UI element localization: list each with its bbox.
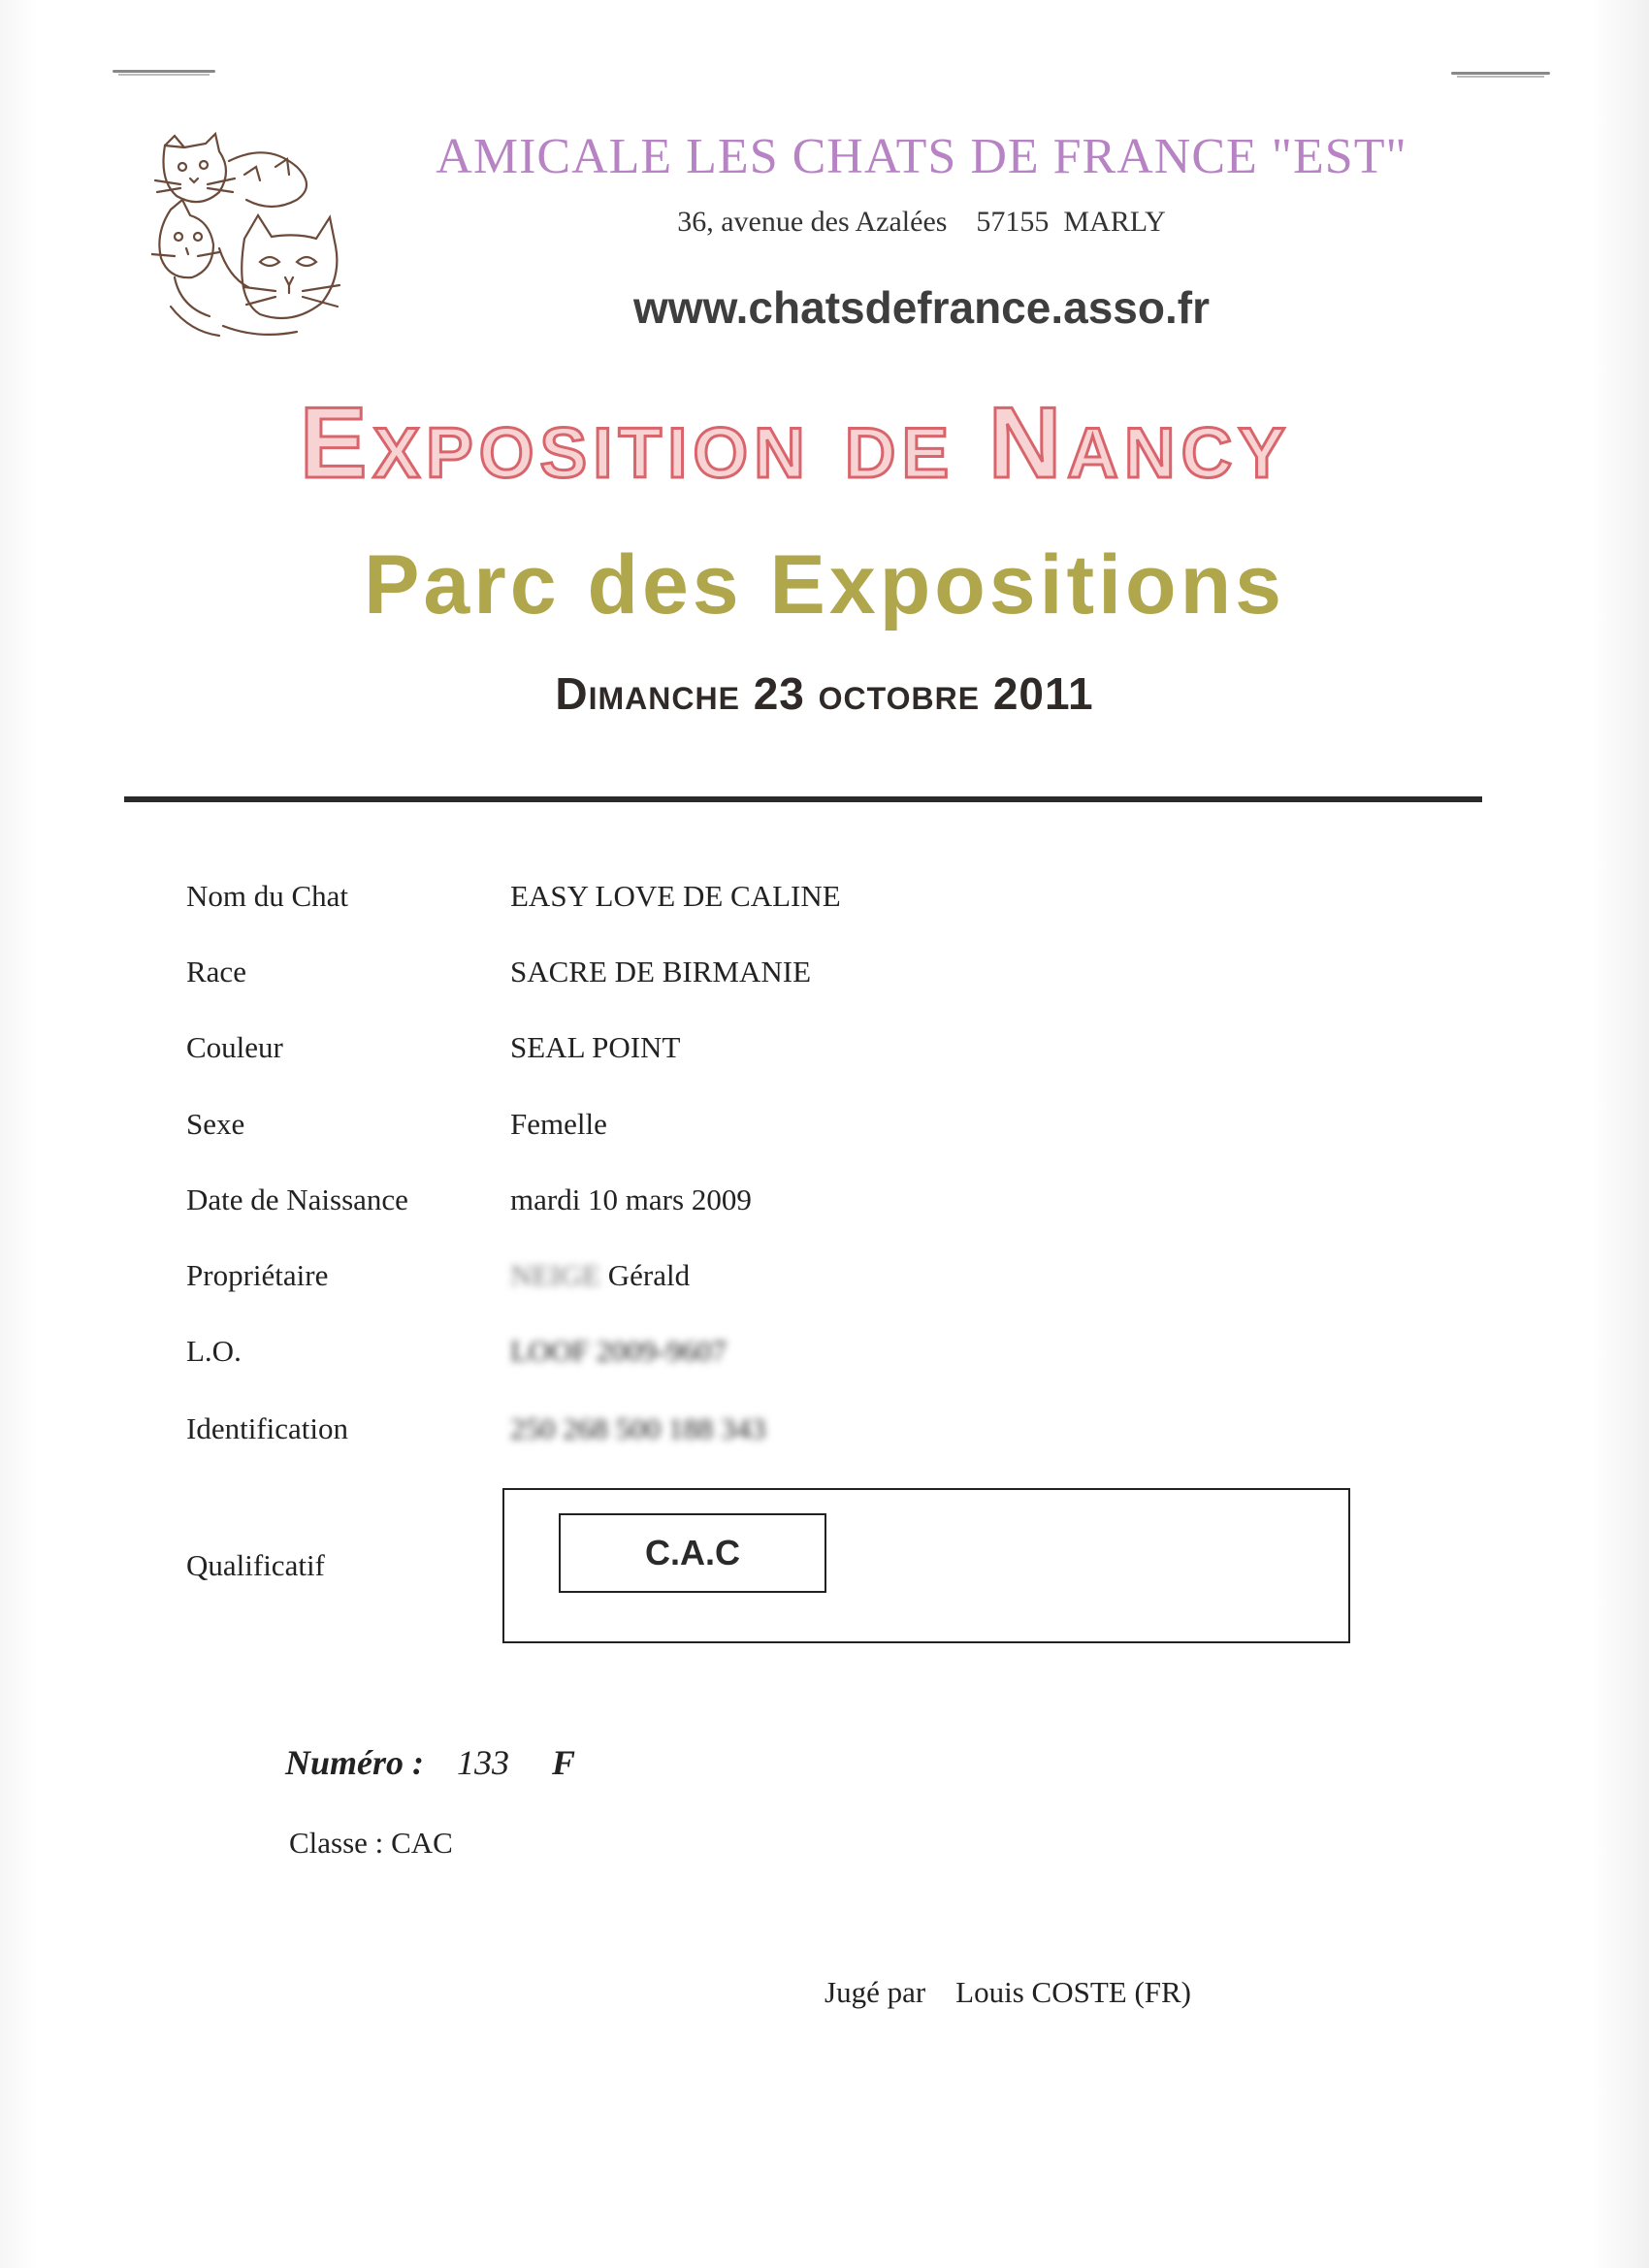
staple-right <box>1451 72 1550 75</box>
field-label: Nom du Chat <box>186 879 349 913</box>
field-row-birth-date <box>186 1183 1447 1225</box>
organization-address: 36, avenue des Azalées 57155 MARLY <box>677 206 1166 238</box>
entry-number-value: 133 <box>457 1743 509 1782</box>
field-row-lo <box>186 1334 1447 1377</box>
entry-number-label: Numéro : <box>285 1743 424 1782</box>
field-row-color <box>186 1030 1447 1073</box>
exhibition-title: Exposition de Nancy <box>299 387 1292 500</box>
class-line <box>289 1826 453 1861</box>
entry-number <box>285 1742 575 1783</box>
field-value: EASY LOVE DE CALINE <box>510 879 841 913</box>
redacted-text: NEIGE <box>510 1258 600 1292</box>
organization-website[interactable]: www.chatsdefrance.asso.fr <box>633 282 1210 333</box>
field-label: Race <box>186 955 246 988</box>
qualification-label: Qualificatif <box>186 1548 325 1582</box>
redacted-text: LOOF 2009-9607 <box>510 1334 728 1368</box>
cats-engraving-icon <box>151 132 341 340</box>
field-value: mardi 10 mars 2009 <box>510 1183 752 1216</box>
class-value: CAC <box>391 1826 453 1860</box>
field-row-sex <box>186 1107 1447 1150</box>
field-value <box>510 1258 690 1293</box>
qualification-stamp: C.A.C <box>559 1513 826 1593</box>
organization-name: AMICALE LES CHATS DE FRANCE "EST" <box>436 129 1407 184</box>
field-label: L.O. <box>186 1334 242 1368</box>
redacted-text: 250 268 500 188 343 <box>510 1411 766 1445</box>
field-row-breed <box>186 955 1447 997</box>
field-value: SEAL POINT <box>510 1030 681 1064</box>
exhibition-venue: Parc des Expositions <box>364 538 1285 632</box>
field-label: Identification <box>186 1411 348 1445</box>
field-value: Femelle <box>510 1107 607 1141</box>
entry-number-suffix: F <box>552 1743 576 1782</box>
field-label: Propriétaire <box>186 1258 329 1292</box>
class-label: Classe : <box>289 1826 384 1860</box>
field-row-identification <box>186 1411 1447 1454</box>
judge-line <box>824 1975 1191 2010</box>
field-label: Date de Naissance <box>186 1183 408 1216</box>
judge-label: Jugé par <box>824 1975 926 2009</box>
qualification-box <box>502 1488 1350 1643</box>
owner-first-name: Gérald <box>607 1258 691 1292</box>
judge-name: Louis COSTE (FR) <box>955 1975 1192 2009</box>
header-divider <box>124 796 1482 802</box>
exhibition-date: Dimanche 23 octobre 2011 <box>555 668 1094 719</box>
field-value: SACRE DE BIRMANIE <box>510 955 812 988</box>
field-label: Sexe <box>186 1107 245 1141</box>
field-label: Couleur <box>186 1030 283 1064</box>
field-row-cat-name <box>186 879 1447 922</box>
staple-left <box>113 70 215 73</box>
field-row-owner <box>186 1258 1447 1301</box>
